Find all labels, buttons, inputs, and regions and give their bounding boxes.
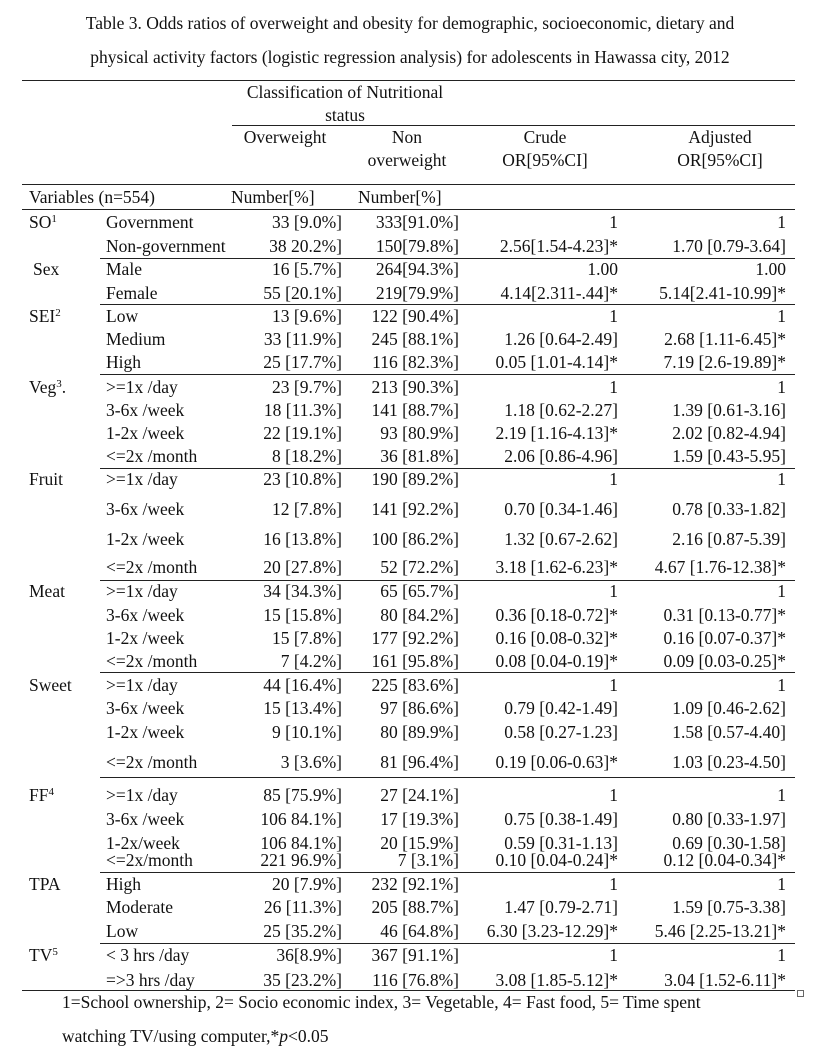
category-label: <=2x /month — [106, 651, 198, 671]
non-overweight-count: 333[91.0%] — [375, 212, 459, 232]
adjusted-or-value: 1 — [777, 377, 786, 397]
footnote-p-symbol: p — [279, 1026, 288, 1046]
crude-or-value: 4.14[2.311-.44]* — [500, 283, 618, 303]
footnote-text: watching TV/using computer,* — [62, 1026, 280, 1046]
overweight-count: 3 [3.6%] — [280, 752, 342, 772]
crude-or-value: 3.18 [1.62-6.23]* — [495, 557, 618, 577]
overweight-count: 13 [9.6%] — [272, 306, 342, 326]
overweight-count: 15 [15.8%] — [263, 605, 342, 625]
crude-or-value: 0.10 [0.04-0.24]* — [495, 850, 618, 870]
category-label: >=1x /day — [106, 675, 178, 695]
crude-or-value: 1 — [609, 874, 618, 894]
variable-name — [29, 468, 63, 490]
non-overweight-count: 177 [92.2%] — [371, 628, 459, 648]
crude-or-value: 1.26 [0.64-2.49] — [504, 329, 618, 349]
overweight-count: 33 [11.9%] — [263, 329, 342, 349]
adjusted-or-value: 1 — [777, 212, 786, 232]
crude-or-value: 2.56[1.54-4.23]* — [499, 236, 618, 256]
adjusted-or-value: 1 — [777, 945, 786, 965]
adjusted-or-value: 0.78 [0.33-1.82] — [672, 499, 786, 519]
overweight-count: 44 [16.4%] — [263, 675, 342, 695]
category-label: High — [106, 352, 141, 372]
crude-or-value: 1 — [609, 306, 618, 326]
adjusted-or-value: 1 — [777, 874, 786, 894]
footnote-threshold: <0.05 — [287, 1026, 329, 1046]
crude-or-value: 1.47 [0.79-2.71] — [504, 897, 618, 917]
overweight-count: 12 [7.8%] — [272, 499, 342, 519]
overweight-count: 16 [5.7%] — [272, 259, 342, 279]
category-label: 1-2x /week — [106, 423, 185, 443]
crude-or-value: 1 — [609, 675, 618, 695]
adjusted-or-value: 2.02 [0.82-4.94] — [672, 423, 786, 443]
overweight-count: 25 [35.2%] — [263, 921, 342, 941]
non-overweight-count: 150[79.8%] — [375, 236, 459, 256]
adjusted-or-value: 1 — [777, 675, 786, 695]
variable-name — [29, 211, 57, 233]
adjusted-or-value: 4.67 [1.76-12.38]* — [654, 557, 786, 577]
category-label: 3-6x /week — [106, 605, 185, 625]
adjusted-or-value: 3.04 [1.52-6.11]* — [664, 970, 786, 990]
overweight-count: 55 [20.1%] — [263, 283, 342, 303]
non-overweight-count: 97 [86.6%] — [380, 698, 459, 718]
non-overweight-count: 116 [82.3%] — [372, 352, 459, 372]
header-final-rule — [22, 209, 795, 210]
category-label: =>3 hrs /day — [106, 970, 195, 990]
category-label: Moderate — [106, 897, 174, 917]
overweight-count: 15 [13.4%] — [263, 698, 342, 718]
adjusted-or-value: 1 — [777, 469, 786, 489]
non-overweight-count: 141 [88.7%] — [371, 400, 459, 420]
overweight-count: 9 [10.1%] — [272, 722, 342, 742]
variable-name — [29, 580, 65, 602]
variable-label: Fruit — [29, 469, 64, 489]
overweight-count: 15 [7.8%] — [272, 628, 342, 648]
crude-or-value: 0.36 [0.18-0.72]* — [495, 605, 618, 625]
category-label: <=2x/month — [106, 850, 193, 870]
header-group-title: Classification of Nutritional status — [246, 82, 444, 125]
overweight-count: 26 [11.3%] — [263, 897, 342, 917]
non-overweight-count: 80 [84.2%] — [380, 605, 459, 625]
crude-or-value: 0.75 [0.38-1.49] — [504, 809, 618, 829]
non-overweight-count: 225 [83.6%] — [371, 675, 459, 695]
overweight-count: 106 84.1%] — [260, 809, 342, 829]
variable-label: Meat — [29, 581, 65, 601]
crude-or-value: 0.79 [0.42-1.49] — [504, 698, 618, 718]
header-crude-or: Crude OR[95%CI] — [502, 127, 588, 170]
adjusted-or-value: 1 — [777, 785, 786, 805]
header-bottom-rule — [22, 184, 795, 185]
non-overweight-count: 27 [24.1%] — [380, 785, 459, 805]
category-label: >=1x /day — [106, 469, 178, 489]
crude-or-value: 0.05 [1.01-4.14]* — [495, 352, 618, 372]
adjusted-or-value: 2.68 [1.11-6.45]* — [664, 329, 786, 349]
variable-label: Sweet — [29, 675, 72, 695]
header-adjusted-or: Adjusted OR[95%CI] — [677, 127, 763, 170]
crude-or-value: 1 — [609, 377, 618, 397]
non-overweight-count: 81 [96.4%] — [380, 752, 459, 772]
non-overweight-count: 161 [95.8%] — [371, 651, 459, 671]
overweight-count: 23 [9.7%] — [272, 377, 342, 397]
overweight-count: 18 [11.3%] — [263, 400, 342, 420]
non-overweight-count: 205 [88.7%] — [371, 897, 459, 917]
overweight-count: 16 [13.8%] — [263, 529, 342, 549]
header-number-overweight: Number[%] — [231, 187, 315, 207]
non-overweight-count: 232 [92.1%] — [371, 874, 459, 894]
crude-or-value: 1 — [609, 945, 618, 965]
adjusted-or-value: 5.14[2.41-10.99]* — [659, 283, 786, 303]
non-overweight-count: 219[79.9%] — [375, 283, 459, 303]
category-label: 3-6x /week — [106, 400, 185, 420]
overweight-count: 38 20.2%] — [269, 236, 342, 256]
adjusted-or-value: 0.16 [0.07-0.37]* — [663, 628, 786, 648]
crude-or-value: 0.70 [0.34-1.46] — [504, 499, 618, 519]
non-overweight-count: 367 [91.1%] — [371, 945, 459, 965]
crude-or-value: 3.08 [1.85-5.12]* — [495, 970, 618, 990]
overweight-count: 25 [17.7%] — [263, 352, 342, 372]
crude-or-value: 1.00 — [587, 259, 618, 279]
crude-or-value: 1 — [609, 581, 618, 601]
category-label: >=1x /day — [106, 581, 178, 601]
category-label: Government — [106, 212, 194, 232]
non-overweight-count: 245 [88.1%] — [371, 329, 459, 349]
variable-footnote-marker: 5 — [52, 946, 58, 958]
variable-footnote-marker: 1 — [51, 213, 57, 225]
variable-footnote-marker: 2 — [55, 307, 61, 319]
overweight-count: 33 [9.0%] — [272, 212, 342, 232]
non-overweight-count: 65 [65.7%] — [380, 581, 459, 601]
overweight-count: 35 [23.2%] — [263, 970, 342, 990]
category-label: Medium — [106, 329, 166, 349]
crude-or-value: 0.58 [0.27-1.23] — [504, 722, 618, 742]
adjusted-or-value: 0.31 [0.13-0.77]* — [663, 605, 786, 625]
variable-name — [33, 258, 59, 280]
footnote-line-1: 1=School ownership, 2= Socio economic index, 3= Vegetable, 4= Fast food, 5= Time spent — [62, 992, 701, 1012]
adjusted-or-value: 7.19 [2.6-19.89]* — [663, 352, 786, 372]
variable-label: FF — [29, 785, 49, 805]
group-separator-rule — [100, 374, 795, 375]
category-label: < 3 hrs /day — [106, 945, 190, 965]
category-label: 3-6x /week — [106, 499, 185, 519]
adjusted-or-value: 1.59 [0.43-5.95] — [672, 446, 786, 466]
overweight-count: 20 [27.8%] — [263, 557, 342, 577]
non-overweight-count: 141 [92.2%] — [371, 499, 459, 519]
variable-name — [29, 376, 66, 398]
variable-label: Veg — [29, 377, 57, 397]
caption-line-1: Table 3. Odds ratios of overweight and obesity for demographic, socioeconomic, dietary and — [85, 13, 735, 33]
adjusted-or-value: 0.09 [0.03-0.25]* — [663, 651, 786, 671]
category-label: >=1x /day — [106, 785, 178, 805]
non-overweight-count: 17 [19.3%] — [380, 809, 459, 829]
overweight-count: 22 [19.1%] — [263, 423, 342, 443]
adjusted-or-value: 1.58 [0.57-4.40] — [672, 722, 786, 742]
category-label: >=1x /day — [106, 377, 178, 397]
non-overweight-count: 20 [15.9%] — [380, 833, 459, 853]
category-label: <=2x /month — [106, 446, 198, 466]
footnote-line-2 — [62, 1021, 328, 1051]
category-label: 3-6x /week — [106, 698, 185, 718]
group-separator-rule — [100, 672, 795, 673]
category-label: High — [106, 874, 141, 894]
adjusted-or-value: 2.16 [0.87-5.39] — [672, 529, 786, 549]
header-non-overweight: Non overweight — [367, 127, 447, 170]
adjusted-or-value: 0.80 [0.33-1.97] — [672, 809, 786, 829]
variable-label: SO — [29, 212, 52, 232]
adjusted-or-value: 1.09 [0.46-2.62] — [672, 698, 786, 718]
non-overweight-count: 7 [3.1%] — [397, 850, 459, 870]
non-overweight-count: 52 [72.2%] — [380, 557, 459, 577]
variable-label: TV — [29, 945, 53, 965]
crude-or-value: 6.30 [3.23-12.29]* — [486, 921, 618, 941]
crude-or-value: 1 — [609, 785, 618, 805]
caption-line-2: physical activity factors (logistic regression analysis) for adolescents in Hawassa city, 2012 — [90, 47, 730, 67]
category-label: Low — [106, 921, 139, 941]
adjusted-or-value: 1.03 [0.23-4.50] — [672, 752, 786, 772]
overweight-count: 23 [10.8%] — [263, 469, 342, 489]
header-variables: Variables (n=554) — [29, 187, 156, 207]
variable-name — [29, 784, 54, 806]
crude-or-value: 1 — [609, 212, 618, 232]
adjusted-or-value: 1.00 — [755, 259, 786, 279]
small-square-icon — [797, 990, 804, 997]
crude-or-value: 0.59 [0.31-1.13] — [504, 833, 618, 853]
adjusted-or-value: 1.39 [0.61-3.16] — [672, 400, 786, 420]
category-label: <=2x /month — [106, 752, 198, 772]
overweight-count: 34 [34.3%] — [263, 581, 342, 601]
variable-suffix: . — [61, 377, 67, 397]
group-separator-rule — [100, 777, 795, 778]
variable-name — [29, 674, 72, 696]
header-number-non-overweight: Number[%] — [358, 187, 442, 207]
adjusted-or-value: 1.59 [0.75-3.38] — [672, 897, 786, 917]
crude-or-value: 0.16 [0.08-0.32]* — [495, 628, 618, 648]
category-label: 1-2x /week — [106, 628, 185, 648]
non-overweight-count: 190 [89.2%] — [371, 469, 459, 489]
variable-label: SEI — [29, 306, 56, 326]
variable-footnote-marker: 4 — [48, 786, 54, 798]
adjusted-or-value: 5.46 [2.25-13.21]* — [654, 921, 786, 941]
crude-or-value: 1.18 [0.62-2.27] — [504, 400, 618, 420]
crude-or-value: 2.19 [1.16-4.13]* — [495, 423, 618, 443]
variable-footnote-marker: 3 — [56, 378, 62, 390]
category-label: Non-government — [106, 236, 226, 256]
adjusted-or-value: 0.69 [0.30-1.58] — [672, 833, 786, 853]
category-label: Low — [106, 306, 139, 326]
category-label: 1-2x /week — [106, 529, 185, 549]
overweight-count: 8 [18.2%] — [272, 446, 342, 466]
category-label: Male — [106, 259, 142, 279]
variable-label: Sex — [33, 259, 60, 279]
variable-label: TPA — [29, 874, 61, 894]
non-overweight-count: 36 [81.8%] — [380, 446, 459, 466]
category-label: <=2x /month — [106, 557, 198, 577]
overweight-count: 106 84.1%] — [260, 833, 342, 853]
variable-name — [29, 305, 61, 327]
non-overweight-count: 122 [90.4%] — [371, 306, 459, 326]
crude-or-value: 1.32 [0.67-2.62] — [504, 529, 618, 549]
variable-name — [29, 873, 60, 895]
category-label: 3-6x /week — [106, 809, 185, 829]
overweight-count: 221 96.9%] — [260, 850, 342, 870]
adjusted-or-value: 1 — [777, 306, 786, 326]
crude-or-value: 0.08 [0.04-0.19]* — [495, 651, 618, 671]
non-overweight-count: 46 [64.8%] — [380, 921, 459, 941]
non-overweight-count: 93 [80.9%] — [380, 423, 459, 443]
crude-or-value: 2.06 [0.86-4.96] — [504, 446, 618, 466]
variable-name — [29, 944, 58, 966]
overweight-count: 36[8.9%] — [276, 945, 342, 965]
header-overweight: Overweight — [243, 127, 327, 147]
overweight-count: 7 [4.2%] — [280, 651, 342, 671]
category-label: Female — [106, 283, 158, 303]
non-overweight-count: 116 [76.8%] — [372, 970, 459, 990]
category-label: 1-2x /week — [106, 722, 185, 742]
adjusted-or-value: 0.12 [0.04-0.34]* — [663, 850, 786, 870]
overweight-count: 85 [75.9%] — [263, 785, 342, 805]
crude-or-value: 1 — [609, 469, 618, 489]
non-overweight-count: 264[94.3%] — [375, 259, 459, 279]
category-label: 1-2x/week — [106, 833, 180, 853]
adjusted-or-value: 1.70 [0.79-3.64] — [672, 236, 786, 256]
non-overweight-count: 213 [90.3%] — [371, 377, 459, 397]
adjusted-or-value: 1 — [777, 581, 786, 601]
crude-or-value: 0.19 [0.06-0.63]* — [495, 752, 618, 772]
overweight-count: 20 [7.9%] — [272, 874, 342, 894]
non-overweight-count: 100 [86.2%] — [371, 529, 459, 549]
non-overweight-count: 80 [89.9%] — [380, 722, 459, 742]
